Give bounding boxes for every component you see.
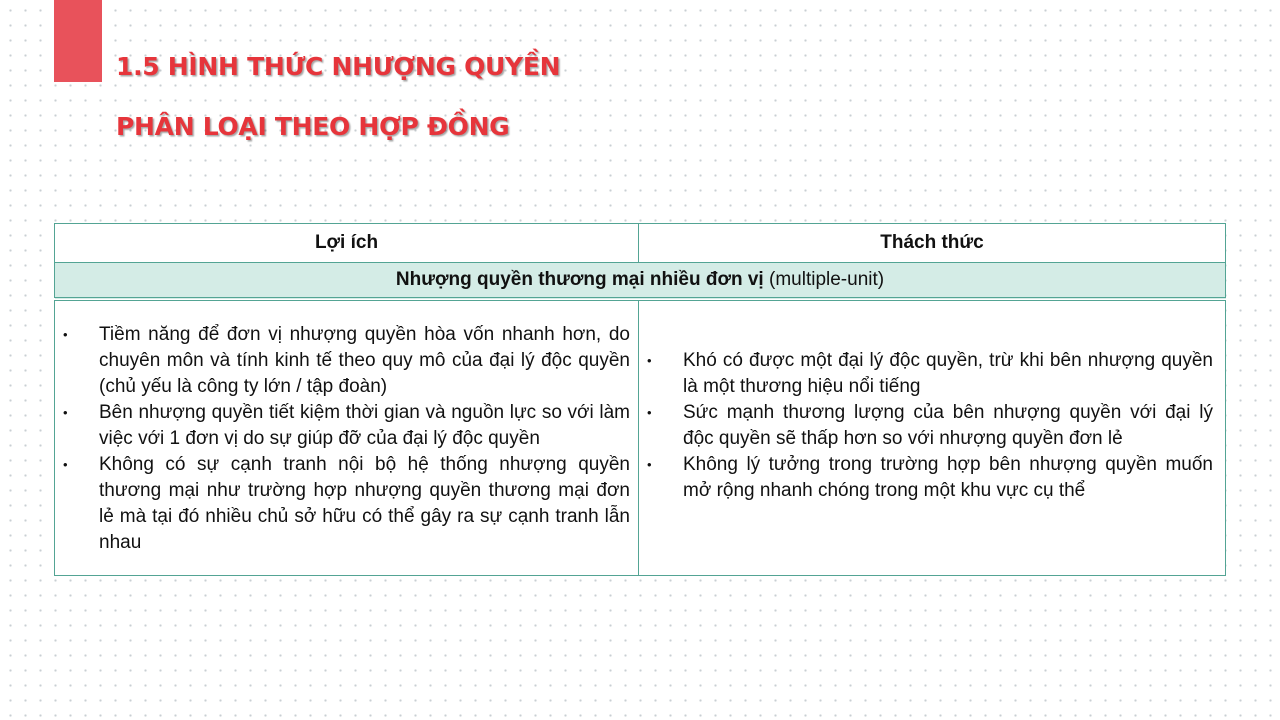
- benefits-list: [55, 314, 638, 562]
- challenge-text: Không lý tưởng trong trường hợp bên nhượng quyền muốn mở rộng nhanh chóng trong một khu vực cụ thể: [683, 454, 1213, 501]
- benefit-text: Không có sự cạnh tranh nội bộ hệ thống nhượng quyền thương mại như trường hợp nhượng quyền thương mại đơn lẻ mà tại đó nhiều chủ sở hữu có thể gây ra sự cạnh tranh lẫn nhau: [99, 454, 630, 553]
- bullet-icon: •: [647, 353, 652, 368]
- list-item: [639, 348, 1225, 400]
- category-cell: [55, 263, 1226, 300]
- bullet-icon: •: [63, 405, 68, 420]
- challenge-text: Sức mạnh thương lượng của bên nhượng quyền với đại lý độc quyền sẽ thấp hơn so với nhượng quyền đơn lẻ: [683, 402, 1213, 449]
- challenges-list: [639, 342, 1225, 534]
- benefit-text: Bên nhượng quyền tiết kiệm thời gian và nguồn lực so với làm việc với 1 đơn vị do sự giúp đỡ của đại lý độc quyền: [99, 402, 630, 449]
- list-item: [55, 322, 638, 400]
- bullet-icon: •: [647, 457, 652, 472]
- benefit-text: Tiềm năng để đơn vị nhượng quyền hòa vốn nhanh hơn, do chuyên môn và tính kinh tế theo quy mô của đại lý độc quyền (chủ yếu là công ty lớn / tập đoàn): [99, 324, 630, 397]
- list-item: [55, 400, 638, 452]
- benefits-cell: [55, 299, 639, 576]
- accent-bar: [54, 0, 102, 82]
- list-item: [639, 400, 1225, 452]
- content-row: [55, 299, 1226, 576]
- slide-title: 1.5 HÌNH THỨC NHƯỢNG QUYỀN: [116, 52, 561, 81]
- category-title: Nhượng quyền thương mại nhiều đơn vị: [395, 269, 764, 290]
- header-row: [55, 224, 1226, 263]
- list-item: [55, 452, 638, 556]
- bullet-icon: •: [63, 457, 68, 472]
- list-item: [639, 452, 1225, 504]
- header-benefits: Lợi ích: [55, 224, 639, 263]
- slide-subtitle: PHÂN LOẠI THEO HỢP ĐỒNG: [116, 112, 510, 141]
- category-row: [55, 263, 1226, 300]
- bullet-icon: •: [647, 405, 652, 420]
- header-challenges: Thách thức: [639, 224, 1226, 263]
- comparison-table: [54, 223, 1226, 576]
- category-suffix: (multiple-unit): [763, 269, 885, 290]
- challenge-text: Khó có được một đại lý độc quyền, trừ khi bên nhượng quyền là một thương hiệu nổi tiếng: [683, 350, 1213, 397]
- challenges-cell: [639, 299, 1226, 576]
- bullet-icon: •: [63, 327, 68, 342]
